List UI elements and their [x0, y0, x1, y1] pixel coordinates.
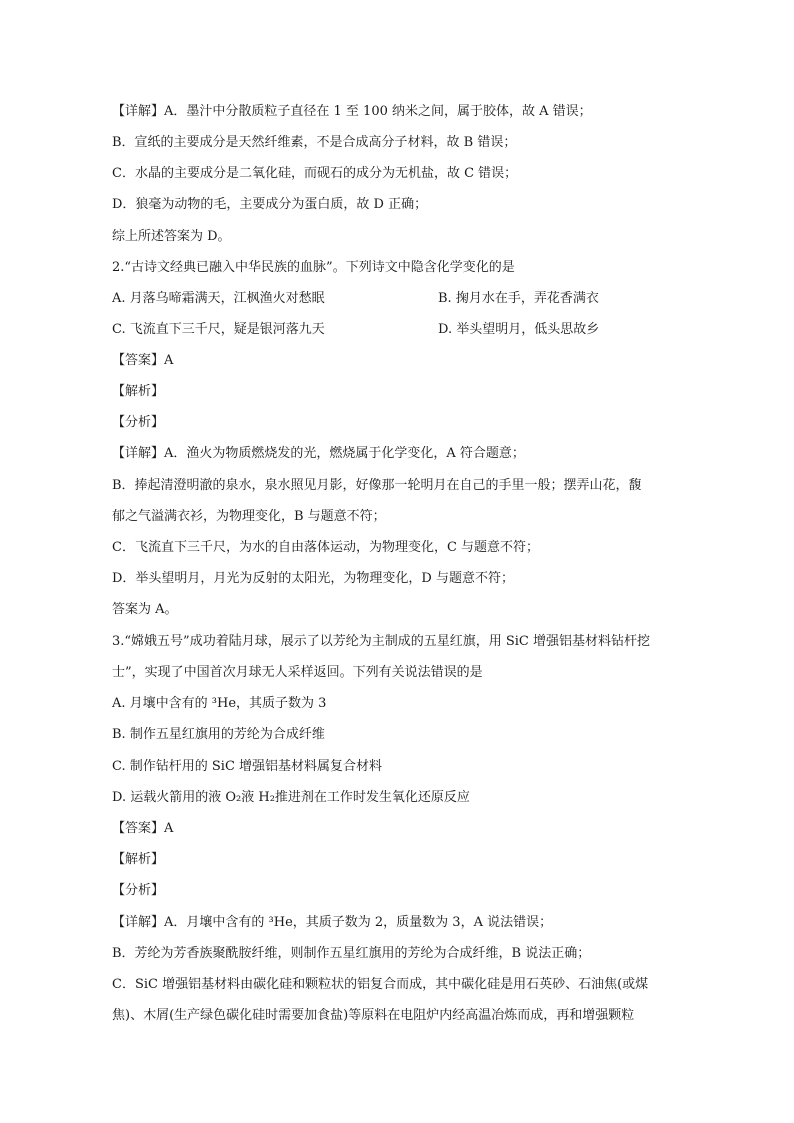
- text-line: 答案为 A。: [112, 602, 178, 617]
- text-line: B．宣纸的主要成分是天然纤维素，不是合成高分子材料，故 B 错误；: [112, 135, 517, 150]
- option-d: D. 举头望明月，低头思故乡: [438, 322, 600, 337]
- text-line: C．飞流直下三千尺，为水的自由落体运动，为物理变化，C 与题意不符；: [112, 540, 540, 555]
- option-a: A. 月壤中含有的 ³He，其质子数为 3: [112, 696, 327, 711]
- analysis-label: 【解析】: [112, 384, 165, 399]
- text-line: 综上所述答案为 D。: [112, 229, 231, 244]
- analysis-label: 【解析】: [112, 852, 165, 867]
- text-line: 郁之气溢满衣衫，为物理变化，B 与题意不符；: [112, 509, 386, 524]
- text-line: B．芳纶为芳香族聚酰胺纤维，则制作五星红旗用的芳纶为合成纤维，B 说法正确；: [112, 946, 591, 961]
- text-line: 【详解】A．月壤中含有的 ³He，其质子数为 2，质量数为 3，A 说法错误；: [112, 915, 553, 930]
- text-line: D．狼毫为动物的毛，主要成分为蛋白质，故 D 正确；: [112, 197, 428, 212]
- option-d: D. 运载火箭用的液 O₂液 H₂推进剂在工作时发生氧化还原反应: [112, 790, 470, 805]
- text-line: 【详解】A．墨汁中分散质粒子直径在 1 至 100 纳米之间，属于胶体，故 A 错误；: [112, 104, 592, 119]
- option-c: C. 飞流直下三千尺，疑是银河落九天: [112, 322, 325, 337]
- section-label: 【分析】: [112, 883, 165, 898]
- text-line: 【详解】A．渔火为物质燃烧发的光，燃烧属于化学变化，A 符合题意；: [112, 446, 525, 461]
- text-line: B．捧起清澄明澈的泉水，泉水照见月影，好像那一轮明月在自己的手里一般；摆弄山花，馥: [112, 478, 642, 493]
- option-b: B. 掬月水在手，弄花香满衣: [438, 291, 599, 306]
- question-3-stem: 士”，实现了中国首次月球无人采样返回。下列有关说法错误的是: [112, 665, 483, 680]
- text-line: C．水晶的主要成分是二氧化硅，而砚石的成分为无机盐，故 C 错误；: [112, 166, 518, 181]
- option-b: B. 制作五星红旗用的芳纶为合成纤维: [112, 727, 325, 742]
- text-line: C．SiC 增强铝基材料由碳化硅和颗粒状的铝复合而成，其中碳化硅是用石英砂、石油焦(或煤: [112, 977, 649, 992]
- option-c: C. 制作钻杆用的 SiC 增强铝基材料属复合材料: [112, 759, 383, 774]
- text-line: D．举头望明月，月光为反射的太阳光，为物理变化，D 与题意不符；: [112, 571, 514, 586]
- option-a: A. 月落乌啼霜满天，江枫渔火对愁眠: [112, 291, 325, 306]
- question-3-stem: 3.“嫦娥五号”成功着陆月球，展示了以芳纶为主制成的五星红旗，用 SiC 增强铝基材料钻杆挖: [112, 634, 650, 649]
- question-2-stem: 2.“古诗文经典已融入中华民族的血脉”。下列诗文中隐含化学变化的是: [112, 260, 515, 275]
- answer-label: 【答案】A: [112, 353, 174, 368]
- section-label: 【分析】: [112, 415, 165, 430]
- text-line: 焦)、木屑(生产绿色碳化硅时需要加食盐)等原料在电阻炉内经高温冶炼而成，再和增强颗粒: [112, 1008, 635, 1023]
- answer-label: 【答案】A: [112, 821, 174, 836]
